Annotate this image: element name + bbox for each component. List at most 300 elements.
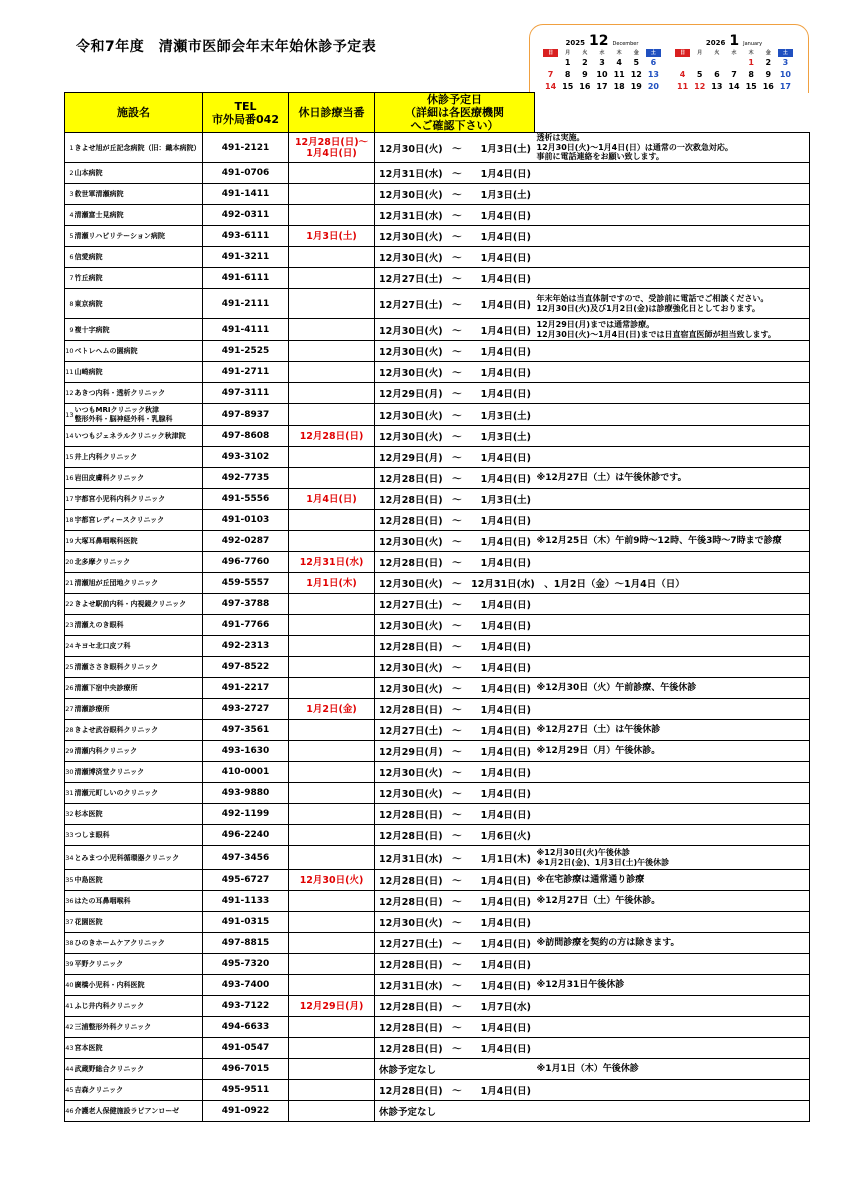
phone-number: 493-6111 bbox=[203, 226, 289, 247]
calendar-day bbox=[708, 57, 725, 69]
page-title: 令和7年度 清瀬市医師会年末年始休診予定表 bbox=[76, 39, 377, 55]
calendar-day: 5 bbox=[633, 58, 640, 67]
facility-name: 清瀬ささき眼科クリニック bbox=[75, 657, 203, 678]
closure-period: 12月28日(日) ～ 1月4日(日) bbox=[375, 699, 535, 720]
table-row bbox=[65, 184, 810, 205]
facility-name: 信愛病院 bbox=[75, 247, 203, 268]
calendar-day: 15 bbox=[562, 82, 574, 91]
facility-name: あきつ内科・透析クリニック bbox=[75, 383, 203, 404]
closure-period: 12月30日(火) ～ 1月4日(日) bbox=[375, 319, 535, 341]
remarks bbox=[535, 954, 810, 975]
remarks: 12月29日(月)までは通常診療。 12月30日(火)～1月4日(日)までは日直宿直医師が担当致します。 bbox=[535, 319, 810, 341]
closure-period: 12月30日(火) ～ 1月3日(土) bbox=[375, 426, 535, 447]
phone-number: 493-1630 bbox=[203, 741, 289, 762]
closure-period: 12月30日(火) ～ 1月4日(日) bbox=[375, 362, 535, 383]
facility-name: 中島医院 bbox=[75, 870, 203, 891]
remarks: 年末年始は当直体制ですので、受診前に電話でご相談ください。 12月30日(火)及び1月2日(金)は診療強化日としております。 bbox=[535, 289, 810, 319]
remarks: ※12月30日（火）午前診療、午後休診 bbox=[535, 678, 810, 699]
remarks: ※在宅診療は通常通り診療 bbox=[535, 870, 810, 891]
closure-period: 12月28日(日) ～ 1月6日(火) bbox=[375, 825, 535, 846]
closure-period: 12月28日(日) ～ 1月4日(日) bbox=[375, 804, 535, 825]
calendar-day: 9 bbox=[582, 70, 588, 79]
remarks bbox=[535, 1017, 810, 1038]
row-number: 44 bbox=[65, 1059, 75, 1080]
facility-name: 清瀬富士見病院 bbox=[75, 205, 203, 226]
calendar-day: 1 bbox=[748, 58, 754, 67]
calendar-day: 6 bbox=[650, 58, 657, 67]
table-row bbox=[65, 447, 810, 468]
row-number: 25 bbox=[65, 657, 75, 678]
phone-number: 492-1199 bbox=[203, 804, 289, 825]
phone-number: 491-1133 bbox=[203, 891, 289, 912]
closure-period: 12月30日(火) ～ 1月4日(日) bbox=[375, 247, 535, 268]
remarks bbox=[535, 762, 810, 783]
table-row bbox=[65, 870, 810, 891]
duty-date bbox=[289, 762, 375, 783]
row-number: 29 bbox=[65, 741, 75, 762]
table-row bbox=[65, 825, 810, 846]
table-row bbox=[65, 226, 810, 247]
duty-date bbox=[289, 383, 375, 404]
phone-number: 496-7760 bbox=[203, 552, 289, 573]
remarks: ※12月27日（土）は午後休診 bbox=[535, 720, 810, 741]
facility-name: つしま眼科 bbox=[75, 825, 203, 846]
duty-date: 1月1日(木) bbox=[289, 573, 375, 594]
calendar-day: 2 bbox=[582, 58, 588, 67]
table-row bbox=[65, 1080, 810, 1101]
header-tel-area: 市外局番042 bbox=[212, 112, 279, 126]
remarks bbox=[535, 268, 810, 289]
closure-period: 12月28日(日) ～ 1月4日(日) bbox=[375, 1080, 535, 1101]
remarks bbox=[535, 205, 810, 226]
schedule-table bbox=[64, 92, 810, 1122]
duty-date: 12月30日(火) bbox=[289, 870, 375, 891]
table-row bbox=[65, 1038, 810, 1059]
table-row bbox=[65, 268, 810, 289]
closure-period: 12月27日(土) ～ 1月4日(日) bbox=[375, 594, 535, 615]
phone-number: 497-8522 bbox=[203, 657, 289, 678]
duty-date: 12月31日(水) bbox=[289, 552, 375, 573]
row-number: 6 bbox=[65, 247, 75, 268]
facility-name: とみまつ小児科循環器クリニック bbox=[75, 846, 203, 870]
duty-date bbox=[289, 912, 375, 933]
row-number: 41 bbox=[65, 996, 75, 1017]
weekday-label: 火 bbox=[582, 50, 588, 56]
duty-date bbox=[289, 1017, 375, 1038]
duty-date bbox=[289, 1101, 375, 1122]
row-number: 23 bbox=[65, 615, 75, 636]
row-number: 37 bbox=[65, 912, 75, 933]
phone-number: 492-7735 bbox=[203, 468, 289, 489]
table-row bbox=[65, 531, 810, 552]
table-row bbox=[65, 615, 810, 636]
table-row bbox=[65, 573, 810, 594]
duty-date bbox=[289, 783, 375, 804]
closure-period: 休診予定なし bbox=[375, 1059, 535, 1080]
closure-period: 12月30日(火) ～ 1月4日(日) bbox=[375, 657, 535, 678]
duty-date bbox=[289, 341, 375, 362]
closure-period: 12月30日(火) ～ 12月31日(水) 、1月2日（金）～1月4日（日） bbox=[375, 573, 810, 594]
duty-date: 12月28日(日)～ 1月4日(日) bbox=[289, 133, 375, 163]
duty-date bbox=[289, 636, 375, 657]
phone-number: 497-8937 bbox=[203, 404, 289, 426]
weekday-label: 木 bbox=[748, 50, 754, 56]
closure-period: 12月30日(火) ～ 1月3日(土) bbox=[375, 404, 535, 426]
remarks bbox=[535, 657, 810, 678]
facility-name: 花園医院 bbox=[75, 912, 203, 933]
closure-period: 12月28日(日) ～ 1月4日(日) bbox=[375, 870, 535, 891]
weekday-label: 水 bbox=[731, 50, 737, 56]
calendar-day: 8 bbox=[564, 70, 571, 79]
duty-date bbox=[289, 615, 375, 636]
row-number: 30 bbox=[65, 762, 75, 783]
phone-number: 492-0311 bbox=[203, 205, 289, 226]
closure-period: 12月31日(水) ～ 1月4日(日) bbox=[375, 975, 535, 996]
phone-number: 493-7122 bbox=[203, 996, 289, 1017]
closure-period: 12月30日(火) ～ 1月4日(日) bbox=[375, 912, 535, 933]
row-number: 4 bbox=[65, 205, 75, 226]
calendar-day: 15 bbox=[745, 82, 757, 91]
remarks bbox=[535, 341, 810, 362]
row-number: 17 bbox=[65, 489, 75, 510]
calendar-year: 2025 bbox=[565, 39, 586, 47]
closure-period: 12月30日(火) ～ 1月4日(日) bbox=[375, 531, 535, 552]
calendar-day: 13 bbox=[711, 82, 723, 91]
closure-period: 12月30日(火) ～ 1月4日(日) bbox=[375, 762, 535, 783]
facility-name: 山本病院 bbox=[75, 163, 203, 184]
duty-date bbox=[289, 804, 375, 825]
calendar-day: 1 bbox=[564, 58, 571, 67]
row-number: 13 bbox=[65, 404, 75, 426]
phone-number: 491-1411 bbox=[203, 184, 289, 205]
phone-number: 491-0315 bbox=[203, 912, 289, 933]
duty-date bbox=[289, 531, 375, 552]
facility-name: きよせ旭が丘記念病院（旧：織本病院） bbox=[75, 133, 203, 163]
table-row bbox=[65, 975, 810, 996]
table-row bbox=[65, 996, 810, 1017]
phone-number: 495-9511 bbox=[203, 1080, 289, 1101]
calendar-day: 11 bbox=[677, 82, 689, 91]
phone-number: 497-3561 bbox=[203, 720, 289, 741]
remarks: 透析は実施。 12月30日(火)～1月4日(日）は通常の一次救急対応。 事前に電話連絡をお願い致します。 bbox=[535, 133, 810, 163]
calendar-day bbox=[542, 57, 559, 69]
closure-period: 12月30日(火) ～ 1月3日(土) bbox=[375, 184, 535, 205]
closure-period: 休診予定なし bbox=[375, 1101, 535, 1122]
header-duty: 休日診療当番 bbox=[289, 93, 375, 133]
duty-date bbox=[289, 933, 375, 954]
row-number: 39 bbox=[65, 954, 75, 975]
header-blank bbox=[535, 93, 810, 133]
weekday-label: 金 bbox=[765, 50, 771, 56]
calendar-day: 17 bbox=[596, 82, 608, 91]
row-number: 31 bbox=[65, 783, 75, 804]
table-row bbox=[65, 762, 810, 783]
table-row bbox=[65, 891, 810, 912]
table-row bbox=[65, 205, 810, 226]
phone-number: 491-5556 bbox=[203, 489, 289, 510]
duty-date: 1月3日(土) bbox=[289, 226, 375, 247]
phone-number: 491-2121 bbox=[203, 133, 289, 163]
weekday-label: 土 bbox=[646, 49, 661, 57]
facility-name: 清瀬えのき眼科 bbox=[75, 615, 203, 636]
calendar-month-en: December bbox=[612, 41, 639, 47]
remarks bbox=[535, 1080, 810, 1101]
phone-number: 491-0706 bbox=[203, 163, 289, 184]
table-row bbox=[65, 1017, 810, 1038]
row-number: 24 bbox=[65, 636, 75, 657]
duty-date bbox=[289, 975, 375, 996]
remarks: ※12月25日（木）午前9時～12時、午後3時～7時まで診療 bbox=[535, 531, 810, 552]
row-number: 1 bbox=[65, 133, 75, 163]
calendar-day: 3 bbox=[782, 58, 789, 67]
facility-name: 杉本医院 bbox=[75, 804, 203, 825]
closure-period: 12月28日(日) ～ 1月3日(土) bbox=[375, 489, 535, 510]
row-number: 22 bbox=[65, 594, 75, 615]
duty-date bbox=[289, 319, 375, 341]
phone-number: 491-0922 bbox=[203, 1101, 289, 1122]
header-period-line2: （詳細は各医療機関 bbox=[405, 106, 504, 119]
table-row bbox=[65, 720, 810, 741]
phone-number: 493-9880 bbox=[203, 783, 289, 804]
table-row bbox=[65, 1101, 810, 1122]
calendar-day bbox=[674, 57, 691, 69]
header-facility: 施設名 bbox=[65, 93, 203, 133]
calendar-day: 7 bbox=[731, 70, 737, 79]
weekday-label: 土 bbox=[778, 49, 793, 57]
closure-period: 12月31日(水) ～ 1月1日(木) bbox=[375, 846, 535, 870]
facility-name: きよせ武谷眼科クリニック bbox=[75, 720, 203, 741]
duty-date bbox=[289, 184, 375, 205]
table-row bbox=[65, 468, 810, 489]
phone-number: 497-3456 bbox=[203, 846, 289, 870]
remarks bbox=[535, 163, 810, 184]
duty-date: 1月2日(金) bbox=[289, 699, 375, 720]
facility-name: 平野クリニック bbox=[75, 954, 203, 975]
phone-number: 491-2217 bbox=[203, 678, 289, 699]
weekday-label: 月 bbox=[565, 50, 571, 56]
row-number: 34 bbox=[65, 846, 75, 870]
table-row bbox=[65, 657, 810, 678]
calendar-month: 1 bbox=[729, 33, 740, 49]
remarks bbox=[535, 404, 810, 426]
calendar-day: 3 bbox=[599, 58, 605, 67]
remarks bbox=[535, 362, 810, 383]
row-number: 40 bbox=[65, 975, 75, 996]
remarks bbox=[535, 510, 810, 531]
facility-name: 井上内科クリニック bbox=[75, 447, 203, 468]
row-number: 14 bbox=[65, 426, 75, 447]
facility-name: 竹丘病院 bbox=[75, 268, 203, 289]
facility-name: 宇都宮レディースクリニック bbox=[75, 510, 203, 531]
calendar-day: 14 bbox=[728, 82, 740, 91]
phone-number: 495-7320 bbox=[203, 954, 289, 975]
remarks: ※1月1日（木）午後休診 bbox=[535, 1059, 810, 1080]
calendar-day: 8 bbox=[748, 70, 754, 79]
duty-date bbox=[289, 468, 375, 489]
phone-number: 491-2711 bbox=[203, 362, 289, 383]
calendar-day: 10 bbox=[779, 70, 791, 79]
remarks bbox=[535, 825, 810, 846]
facility-name: きよせ駅前内科・内視鏡クリニック bbox=[75, 594, 203, 615]
table-row bbox=[65, 341, 810, 362]
closure-period: 12月27日(土) ～ 1月4日(日) bbox=[375, 933, 535, 954]
calendar-day: 5 bbox=[696, 70, 703, 79]
weekday-label: 金 bbox=[633, 50, 639, 56]
row-number: 16 bbox=[65, 468, 75, 489]
phone-number: 497-3111 bbox=[203, 383, 289, 404]
facility-name: 複十字病院 bbox=[75, 319, 203, 341]
phone-number: 491-7766 bbox=[203, 615, 289, 636]
row-number: 28 bbox=[65, 720, 75, 741]
facility-name: 大塚耳鼻咽喉科医院 bbox=[75, 531, 203, 552]
table-row bbox=[65, 912, 810, 933]
duty-date bbox=[289, 447, 375, 468]
phone-number: 493-2727 bbox=[203, 699, 289, 720]
facility-name: キヨセ北口皮フ科 bbox=[75, 636, 203, 657]
table-row bbox=[65, 699, 810, 720]
facility-name: 廣橋小児科・内科医院 bbox=[75, 975, 203, 996]
calendar-day: 16 bbox=[762, 82, 774, 91]
row-number: 20 bbox=[65, 552, 75, 573]
row-number: 5 bbox=[65, 226, 75, 247]
row-number: 45 bbox=[65, 1080, 75, 1101]
facility-name: 山崎病院 bbox=[75, 362, 203, 383]
facility-name: 清瀬博済堂クリニック bbox=[75, 762, 203, 783]
facility-name: 岩田皮膚科クリニック bbox=[75, 468, 203, 489]
table-row bbox=[65, 636, 810, 657]
phone-number: 491-0547 bbox=[203, 1038, 289, 1059]
row-number: 36 bbox=[65, 891, 75, 912]
calendar-day: 10 bbox=[596, 70, 608, 79]
duty-date bbox=[289, 362, 375, 383]
calendar-day: 18 bbox=[613, 82, 625, 91]
calendar-day: 12 bbox=[694, 82, 706, 91]
duty-date: 12月29日(月) bbox=[289, 996, 375, 1017]
remarks bbox=[535, 247, 810, 268]
duty-date bbox=[289, 678, 375, 699]
row-number: 12 bbox=[65, 383, 75, 404]
weekday-label: 火 bbox=[714, 50, 720, 56]
remarks bbox=[535, 912, 810, 933]
table-row bbox=[65, 133, 810, 163]
duty-date bbox=[289, 247, 375, 268]
remarks bbox=[535, 1038, 810, 1059]
duty-date bbox=[289, 289, 375, 319]
closure-period: 12月28日(日) ～ 1月4日(日) bbox=[375, 552, 535, 573]
closure-period: 12月27日(土) ～ 1月4日(日) bbox=[375, 289, 535, 319]
calendar-day: 19 bbox=[630, 82, 642, 91]
duty-date bbox=[289, 741, 375, 762]
row-number: 26 bbox=[65, 678, 75, 699]
duty-date bbox=[289, 846, 375, 870]
calendar-day bbox=[691, 57, 708, 69]
facility-name: ひのきホームケアクリニック bbox=[75, 933, 203, 954]
phone-number: 493-3102 bbox=[203, 447, 289, 468]
header-period-line3: へご確認下さい） bbox=[410, 119, 499, 132]
calendar-day: 11 bbox=[613, 70, 625, 79]
remarks: ※12月31日午後休診 bbox=[535, 975, 810, 996]
remarks: ※訪問診療を契約の方は除きます。 bbox=[535, 933, 810, 954]
closure-period: 12月29日(月) ～ 1月4日(日) bbox=[375, 447, 535, 468]
remarks bbox=[535, 996, 810, 1017]
facility-name: いつもMRIクリニック秋津 整形外科・脳神経外科・乳腺科 bbox=[75, 404, 203, 426]
phone-number: 496-7015 bbox=[203, 1059, 289, 1080]
remarks: ※12月27日（土）午後休診。 bbox=[535, 891, 810, 912]
closure-period: 12月28日(日) ～ 1月4日(日) bbox=[375, 468, 535, 489]
closure-period: 12月31日(水) ～ 1月4日(日) bbox=[375, 205, 535, 226]
remarks bbox=[535, 383, 810, 404]
row-number: 2 bbox=[65, 163, 75, 184]
row-number: 18 bbox=[65, 510, 75, 531]
remarks bbox=[535, 489, 810, 510]
duty-date bbox=[289, 163, 375, 184]
phone-number: 410-0001 bbox=[203, 762, 289, 783]
row-number: 42 bbox=[65, 1017, 75, 1038]
table-row bbox=[65, 804, 810, 825]
remarks bbox=[535, 594, 810, 615]
facility-name: 清瀬リハビリテーション病院 bbox=[75, 226, 203, 247]
row-number: 3 bbox=[65, 184, 75, 205]
facility-name: 清瀬元町しいのクリニック bbox=[75, 783, 203, 804]
table-row bbox=[65, 510, 810, 531]
calendar-day: 20 bbox=[647, 82, 659, 91]
row-number: 8 bbox=[65, 289, 75, 319]
row-number: 38 bbox=[65, 933, 75, 954]
calendar-day: 2 bbox=[765, 58, 772, 67]
phone-number: 495-6727 bbox=[203, 870, 289, 891]
header-period-line1: 休診予定日 bbox=[427, 93, 482, 106]
remarks: ※12月30日(火)午後休診 ※1月2日(金)、1月3日(土)午後休診 bbox=[535, 846, 810, 870]
row-number: 33 bbox=[65, 825, 75, 846]
facility-name: 宮本医院 bbox=[75, 1038, 203, 1059]
table-row bbox=[65, 383, 810, 404]
facility-name: 清瀬診療所 bbox=[75, 699, 203, 720]
closure-period: 12月30日(火) ～ 1月4日(日) bbox=[375, 226, 535, 247]
row-number: 27 bbox=[65, 699, 75, 720]
row-number: 7 bbox=[65, 268, 75, 289]
closure-period: 12月28日(日) ～ 1月4日(日) bbox=[375, 1017, 535, 1038]
row-number: 46 bbox=[65, 1101, 75, 1122]
calendar-day: 17 bbox=[779, 82, 791, 91]
facility-name: いつもジェネラルクリニック秋津院 bbox=[75, 426, 203, 447]
phone-number: 491-0103 bbox=[203, 510, 289, 531]
facility-name: 清瀬下宿中央診療所 bbox=[75, 678, 203, 699]
row-number: 15 bbox=[65, 447, 75, 468]
table-row bbox=[65, 362, 810, 383]
calendar-day: 4 bbox=[616, 58, 622, 67]
closure-period: 12月30日(火) ～ 1月3日(土) bbox=[375, 133, 535, 163]
remarks bbox=[535, 552, 810, 573]
closure-period: 12月31日(水) ～ 1月4日(日) bbox=[375, 163, 535, 184]
row-number: 10 bbox=[65, 341, 75, 362]
row-number: 32 bbox=[65, 804, 75, 825]
closure-period: 12月30日(火) ～ 1月4日(日) bbox=[375, 341, 535, 362]
facility-name: 救世軍清瀬病院 bbox=[75, 184, 203, 205]
closure-period: 12月27日(土) ～ 1月4日(日) bbox=[375, 268, 535, 289]
closure-period: 12月28日(日) ～ 1月4日(日) bbox=[375, 891, 535, 912]
closure-period: 12月28日(日) ～ 1月7日(水) bbox=[375, 996, 535, 1017]
header-period bbox=[375, 93, 535, 133]
remarks bbox=[535, 184, 810, 205]
duty-date bbox=[289, 657, 375, 678]
calendar-month: 12 bbox=[589, 33, 609, 49]
remarks: ※12月29日（月）午後休診。 bbox=[535, 741, 810, 762]
remarks bbox=[535, 615, 810, 636]
row-number: 21 bbox=[65, 573, 75, 594]
facility-name: 清瀬内科クリニック bbox=[75, 741, 203, 762]
table-row bbox=[65, 846, 810, 870]
closure-period: 12月28日(日) ～ 1月4日(日) bbox=[375, 1038, 535, 1059]
